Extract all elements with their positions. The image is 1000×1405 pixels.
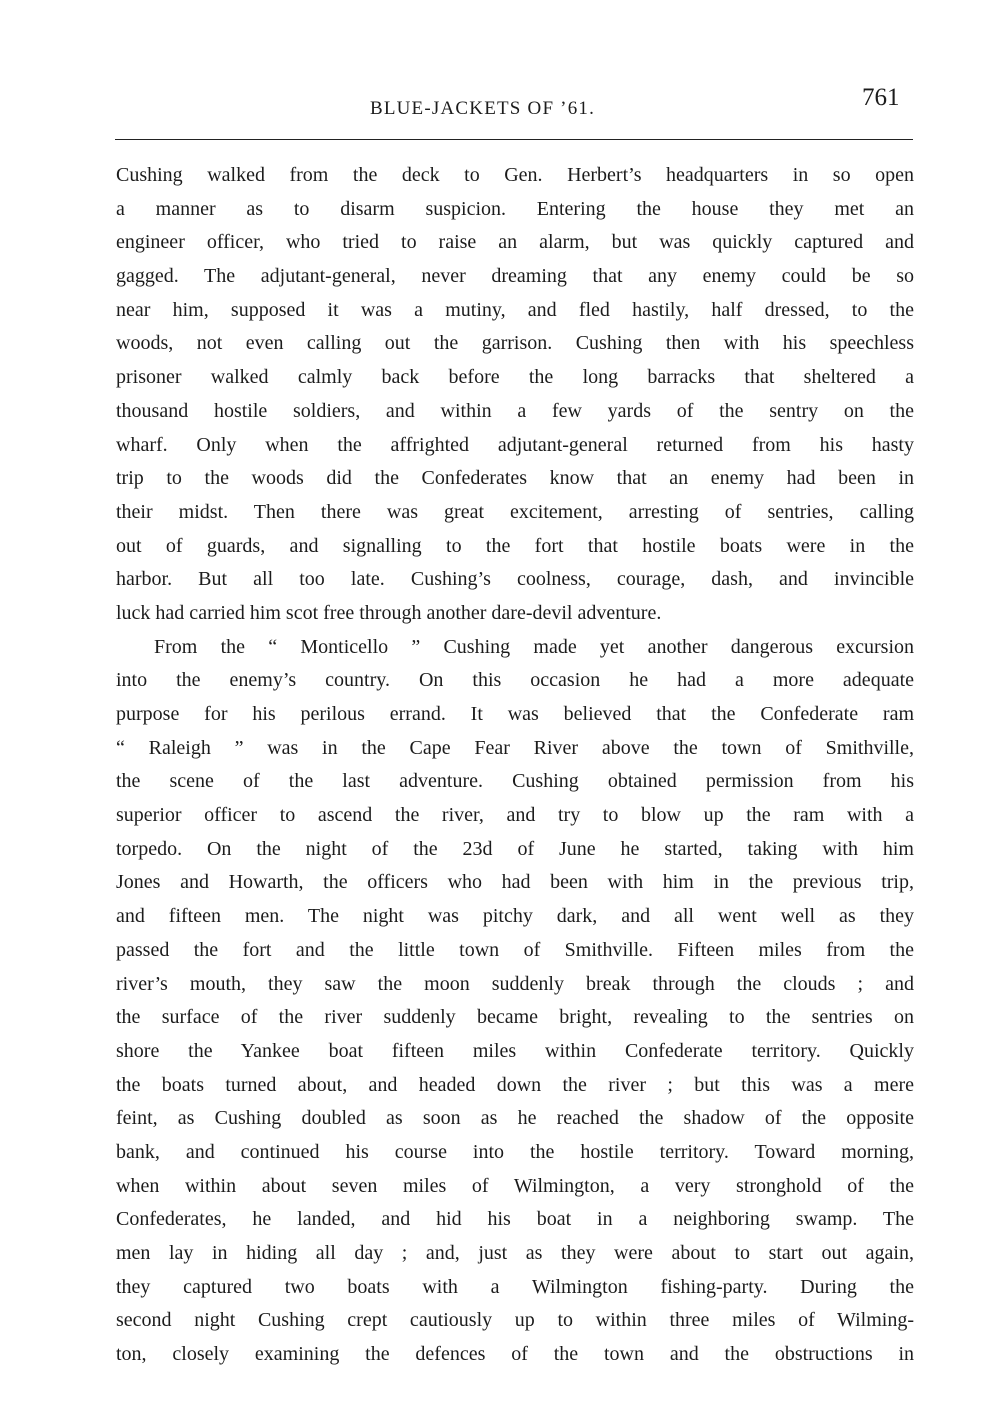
text-line: they captured two boats with a Wilmington fishing-party. During the [116,1275,914,1298]
body-text [116,159,914,1372]
text-line: woods, not even calling out the garrison. Cushing then with his speechless [116,332,914,355]
text-line: ton, closely examining the defences of the town and the obstructions in [116,1343,914,1366]
text-line: superior officer to ascend the river, and try to blow up the ram with a [116,804,914,827]
text-line: bank, and continued his course into the hostile territory. Toward morning, [116,1140,914,1163]
header-rule [115,139,913,140]
text-line: purpose for his perilous errand. It was believed that the Confederate ram [116,703,914,725]
paragraph-last-line: luck had carried him scot free through another dare-devil adventure. [116,601,662,624]
running-title: BLUE-JACKETS OF ’61. [369,98,596,119]
text-line: the scene of the last adventure. Cushing obtained permission from his [116,770,914,793]
page-number: 761 [862,84,900,111]
text-line: their midst. Then there was great excitement, arresting of sentries, calling [116,500,914,523]
text-line: thousand hostile soldiers, and within a few yards of the sentry on the [116,399,914,422]
text-line: Cushing walked from the deck to Gen. Herbert’s headquarters in so open [116,164,914,186]
text-line: engineer officer, who tried to raise an alarm, but was quickly captured and [116,231,914,254]
text-line: Confederates, he landed, and hid his boat in a neighboring swamp. The [116,1208,914,1231]
text-line: torpedo. On the night of the 23d of June he started, taking with him [116,837,914,860]
text-line: harbor. But all too late. Cushing’s coolness, courage, dash, and invincible [116,568,914,591]
text-line: men lay in hiding all day ; and, just as they were about to start out again, [116,1242,914,1264]
text-line: second night Cushing crept cautiously up to within three miles of Wilming- [116,1309,914,1332]
text-line: wharf. Only when the affrighted adjutant-general returned from his hasty [116,433,914,456]
running-head [0,84,1000,132]
text-line: into the enemy’s country. On this occasion he had a more adequate [116,669,914,692]
text-line: a manner as to disarm suspicion. Entering the house they met an [116,197,914,220]
text-line: gagged. The adjutant-general, never dreaming that any enemy could be so [116,265,914,288]
text-line: prisoner walked calmly back before the long barracks that sheltered a [116,366,914,389]
paragraph-first-line: From the “ Monticello ” Cushing made yet another dangerous excursion [154,635,914,658]
text-line: “ Raleigh ” was in the Cape Fear River above the town of Smithville, [116,736,914,759]
text-line: river’s mouth, they saw the moon suddenly break through the clouds ; and [116,972,914,995]
text-line: when within about seven miles of Wilmington, a very stronghold of the [116,1174,914,1197]
text-line: trip to the woods did the Confederates know that an enemy had been in [116,467,914,490]
text-line: out of guards, and signalling to the fort that hostile boats were in the [116,534,914,557]
text-line: shore the Yankee boat fifteen miles within Confederate territory. Quickly [116,1039,914,1062]
text-line: near him, supposed it was a mutiny, and fled hastily, half dressed, to the [116,298,914,321]
text-line: passed the fort and the little town of Smithville. Fifteen miles from the [116,938,914,961]
text-line: the boats turned about, and headed down the river ; but this was a mere [116,1073,914,1096]
text-line: the surface of the river suddenly became bright, revealing to the sentries on [116,1006,914,1029]
text-line: and fifteen men. The night was pitchy dark, and all went well as they [116,905,914,928]
text-line: Jones and Howarth, the officers who had been with him in the previous trip, [116,871,914,894]
text-line: feint, as Cushing doubled as soon as he reached the shadow of the opposite [116,1107,914,1130]
